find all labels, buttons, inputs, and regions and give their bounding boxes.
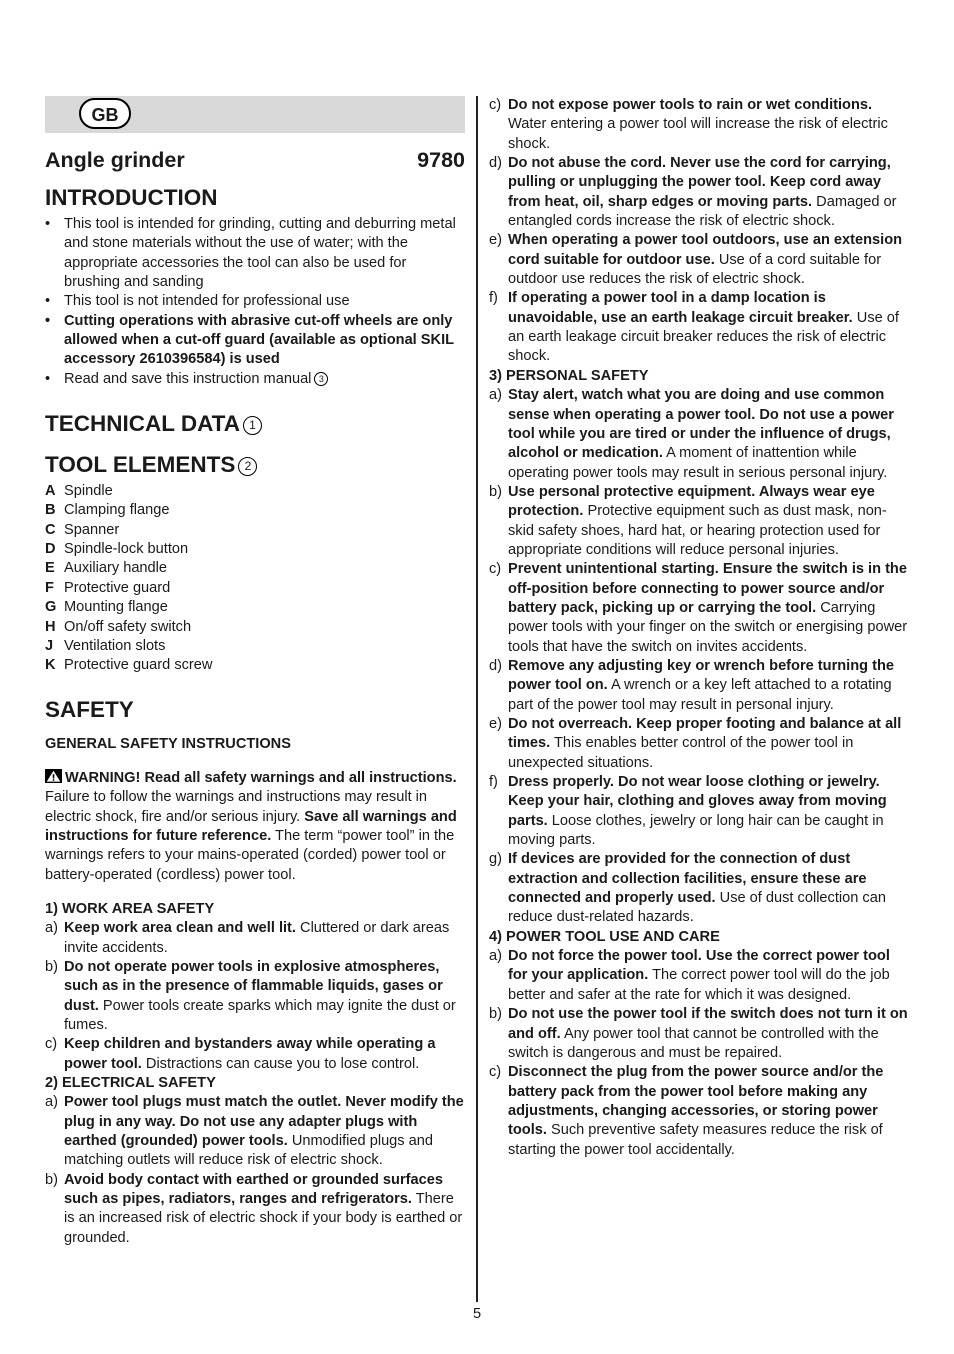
- list-item: K Protective guard screw: [45, 657, 213, 674]
- product-title-row: [45, 147, 465, 173]
- left-column: [45, 96, 465, 1248]
- list-item: F Protective guard: [45, 579, 171, 596]
- introduction-list: [45, 215, 465, 389]
- warning-paragraph: WARNING! Read all safety warnings and all instructions. Failure to follow the warnings and instructions may result in electric shock, fire and/or serious injury. Save all warnings and instructions for future reference. The term “power tool” in the warnings refers to your mains-operated (corded) power tool or battery-operated (cordless) power tool.: [45, 769, 457, 883]
- language-badge: GB: [79, 98, 131, 129]
- tool-elements-list: [45, 482, 465, 675]
- list-item: D Spindle-lock button: [45, 541, 189, 558]
- product-model: 9780: [417, 148, 465, 172]
- bullet-text: This tool is intended for grinding, cutting and deburring metal and stone materials without the use of water; with the appropriate accessories the tool can also be used for brushing and sanding: [64, 216, 456, 291]
- list-item: d) Remove any adjusting key or wrench before turning the power tool on. A wrench or a key left attached to a rotating part of the power tool may result in personal injury.: [489, 657, 895, 713]
- section-heading: 3) PERSONAL SAFETY: [489, 367, 649, 384]
- list-item: e) When operating a power tool outdoors, use an extension cord suitable for outdoor use. Use of a cord suitable for outdoor use reduces the risk of electric shock.: [489, 232, 903, 288]
- list-item: a) Stay alert, watch what you are doing and use common sense when operating a power tool. Do not use a power tool while you are tired or under the influence of drugs, alcohol or medication. A moment of inattention while operating power tools may result in serious personal injury.: [489, 387, 894, 481]
- list-item: c) Disconnect the plug from the power source and/or the battery pack from the power tool before making any adjustments, changing accessories, or storing power tools. Such preventive safety measures reduce the risk of starting the power tool accidentally.: [489, 1064, 884, 1158]
- list-item: b) Avoid body contact with earthed or grounded surfaces such as pipes, radiators, ranges and refrigerators. There is an increased risk of electric shock if your body is earthed or grounded.: [45, 1171, 463, 1246]
- list-item: f) If operating a power tool in a damp location is unavoidable, use an earth leakage circuit breaker. Use of an earth leakage circuit breaker reduces the risk of electric shock.: [489, 290, 899, 365]
- language-bar: [45, 96, 465, 133]
- list-item: a) Power tool plugs must match the outlet. Never modify the plug in any way. Do not use any adapter plugs with earthed (grounded) power tools. Unmodified plugs and matching outlets will reduce risk of electric shock.: [45, 1094, 464, 1169]
- figure-ref-badge: 2: [238, 457, 257, 476]
- list-item: c) Keep children and bystanders away while operating a power tool. Distractions can cause you to lose control.: [45, 1036, 436, 1072]
- bullet-text: Read and save this instruction manual: [64, 370, 312, 387]
- bullet-text: This tool is not intended for professional use: [64, 293, 350, 310]
- list-item: c) Do not expose power tools to rain or wet conditions. Water entering a power tool will increase the risk of electric shock.: [489, 97, 888, 152]
- list-item: a) Keep work area clean and well lit. Cluttered or dark areas invite accidents.: [45, 920, 450, 956]
- right-column: [489, 96, 911, 1160]
- section-heading: 1) WORK AREA SAFETY: [45, 900, 215, 917]
- list-item: g) If devices are provided for the connection of dust extraction and collection facilities, ensure these are connected and properly used. Use of dust collection can reduce dust-related hazards.: [489, 851, 886, 926]
- list-item: A Spindle: [45, 483, 113, 500]
- page-number: 5: [472, 1306, 482, 1322]
- column-divider: [476, 96, 478, 1302]
- list-item: e) Do not overreach. Keep proper footing and balance at all times. This enables better control of the power tool in unexpected situations.: [489, 716, 902, 771]
- list-item: a) Do not force the power tool. Use the correct power tool for your application. The correct power tool will do the job better and safer at the rate for which it was designed.: [489, 948, 890, 1003]
- list-item: • Cutting operations with abrasive cut-off wheels are only allowed when a cut-off guard (available as optional SKIL accessory 2610396584) is used: [45, 312, 465, 370]
- list-item: C Spanner: [45, 521, 120, 538]
- list-item: • This tool is not intended for professional use: [45, 292, 465, 311]
- section-heading: 4) POWER TOOL USE AND CARE: [489, 928, 720, 945]
- list-item: b) Do not operate power tools in explosive atmospheres, such as in the presence of flammable liquids, gases or dust. Power tools create sparks which may ignite the dust or fumes.: [45, 958, 456, 1033]
- safety-heading: SAFETY: [45, 696, 134, 722]
- introduction-heading: INTRODUCTION: [45, 185, 218, 210]
- list-item: • This tool is intended for grinding, cutting and deburring metal and stone materials without the use of water; with the appropriate accessories the tool can also be used for brushing and sanding: [45, 215, 465, 292]
- list-item: B Clamping flange: [45, 502, 170, 519]
- list-item: b) Use personal protective equipment. Always wear eye protection. Protective equipment such as dust mask, non-skid safety shoes, hard hat, or hearing protection used for appropriate conditions will reduce personal injuries.: [489, 483, 887, 558]
- technical-data-heading: TECHNICAL DATA 1: [45, 410, 465, 437]
- figure-ref-badge: 1: [243, 416, 262, 435]
- warning-triangle-icon: [45, 769, 62, 783]
- list-item: b) Do not use the power tool if the switch does not turn it on and off. Any power tool that cannot be controlled with the switch is dangerous and must be repaired.: [489, 1006, 908, 1061]
- list-item: f) Dress properly. Do not wear loose clothing or jewelry. Keep your hair, clothing and gloves away from moving parts. Loose clothes, jewelry or long hair can be caught in moving parts.: [489, 774, 887, 849]
- list-item: E Auxiliary handle: [45, 560, 168, 577]
- bullet-text: Cutting operations with abrasive cut-off wheels are only allowed when a cut-off guard (available as optional SKIL accessory 2610396584) is used: [64, 312, 454, 368]
- general-safety-heading: GENERAL SAFETY INSTRUCTIONS: [45, 735, 291, 752]
- list-item: c) Prevent unintentional starting. Ensure the switch is in the off-position before connecting to power source and/or battery pack, picking up or carrying the tool. Carrying power tools with your finger on the switch or energising power tools that have the switch on invites accidents.: [489, 561, 908, 655]
- tool-elements-heading: TOOL ELEMENTS 2: [45, 451, 465, 478]
- list-item: • Read and save this instruction manual 3: [45, 370, 465, 389]
- list-item: G Mounting flange: [45, 599, 168, 616]
- product-name: Angle grinder: [45, 148, 185, 172]
- figure-ref-badge: 3: [314, 372, 328, 386]
- section-heading: 2) ELECTRICAL SAFETY: [45, 1075, 216, 1092]
- list-item: H On/off safety switch: [45, 618, 192, 635]
- list-item: d) Do not abuse the cord. Never use the cord for carrying, pulling or unplugging the power tool. Keep cord away from heat, oil, sharp edges or moving parts. Damaged or entangled cords increase the risk of electric shock.: [489, 155, 897, 230]
- list-item: J Ventilation slots: [45, 637, 166, 654]
